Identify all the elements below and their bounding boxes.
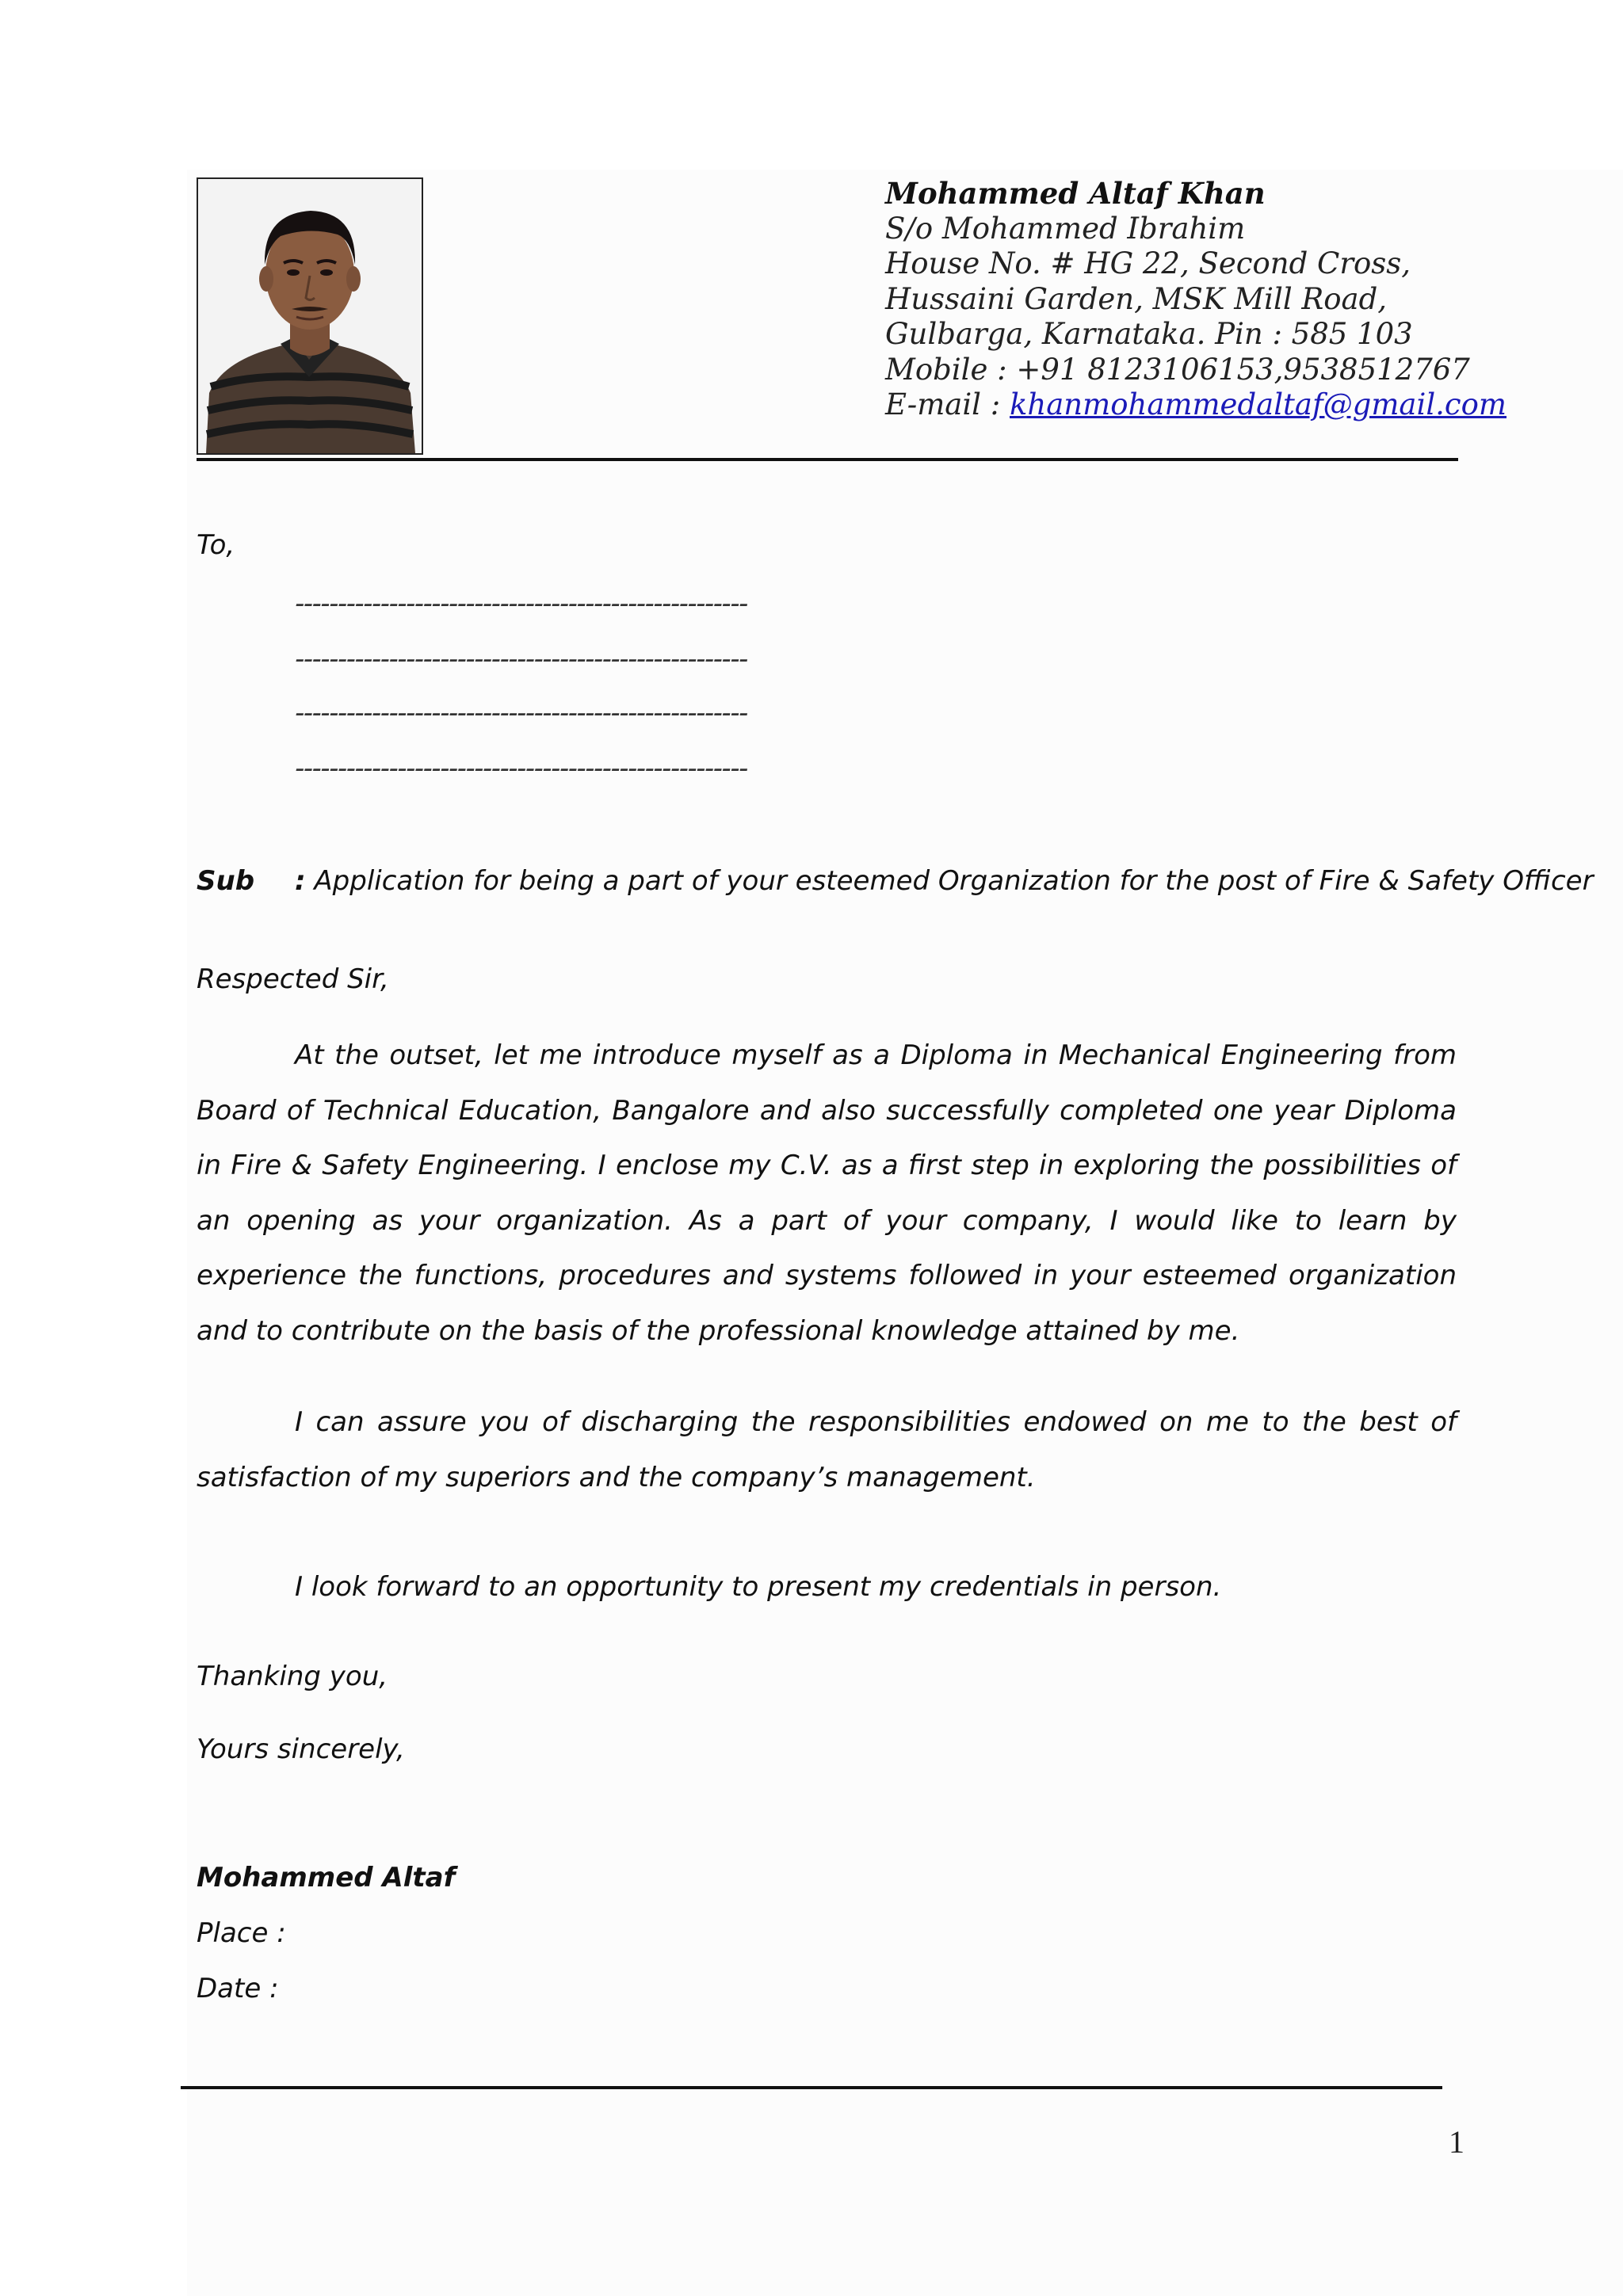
sender-father-name: S/o Mohammed Ibrahim — [885, 211, 1246, 246]
recipient-line: ----------------------------------------------------- — [295, 697, 747, 729]
paragraph-closing-text: I look forward to an opportunity to present my credentials in person. — [295, 1571, 1222, 1603]
subject-label: Sub — [197, 865, 255, 897]
thanks-line: Thanking you, — [197, 1661, 388, 1692]
page-number: 1 — [1449, 2124, 1465, 2160]
mobile-number: Mobile : +91 8123106153,9538512767 — [885, 352, 1470, 387]
address-line-1: House No. # HG 22, Second Cross, — [885, 246, 1411, 280]
sender-address-block — [885, 176, 1507, 423]
email-link[interactable]: khanmohammedaltaf@gmail.com — [1010, 387, 1507, 421]
place-field: Place : — [197, 1917, 286, 1949]
address-line-3: Gulbarga, Karnataka. Pin : 585 103 — [885, 317, 1413, 351]
profile-photo — [197, 177, 423, 455]
person-photo-illustration — [198, 179, 422, 453]
email-row — [885, 387, 1507, 423]
subject-colon: : — [295, 865, 306, 897]
recipient-line: ----------------------------------------------------- — [295, 643, 747, 675]
address-line-2: Hussaini Garden, MSK Mill Road, — [885, 281, 1388, 316]
signature-name: Mohammed Altaf — [197, 1862, 456, 1894]
paragraph-closing — [197, 1560, 1457, 1615]
footer-divider — [181, 2086, 1442, 2089]
closing-line: Yours sincerely, — [197, 1733, 405, 1765]
paragraph-introduction — [197, 1028, 1457, 1359]
paragraph-introduction-text: At the outset, let me introduce myself as a Diploma in Mechanical Engineering from Board of Technical Education, Bangalore and also successfully completed one year Diploma in Fire & Safety Engineering. I enclose my C.V. as a first step in exploring the possibilities of an opening as your organization. As a part of your company, I would like to learn by experience the functions, procedures and systems followed in your esteemed organization and to contribute on the basis of the professional knowledge attained by me. — [197, 1039, 1457, 1347]
header-divider — [197, 458, 1458, 461]
sender-name: Mohammed Altaf Khan — [885, 176, 1266, 211]
subject-line — [295, 865, 1594, 897]
subject-text: Application for being a part of your esteemed Organization for the post of Fire & Safety Officer — [305, 865, 1594, 897]
recipient-line: ----------------------------------------------------- — [295, 588, 747, 620]
date-field: Date : — [197, 1973, 279, 2004]
recipient-line: ----------------------------------------------------- — [295, 753, 747, 784]
paragraph-assurance — [197, 1395, 1457, 1505]
email-label: E-mail : — [885, 387, 1010, 421]
paragraph-assurance-text: I can assure you of discharging the responsibilities endowed on me to the best of satisfaction of my superiors and the company’s management. — [197, 1406, 1457, 1493]
recipient-salutation: To, — [197, 529, 235, 561]
salutation: Respected Sir, — [197, 963, 389, 995]
